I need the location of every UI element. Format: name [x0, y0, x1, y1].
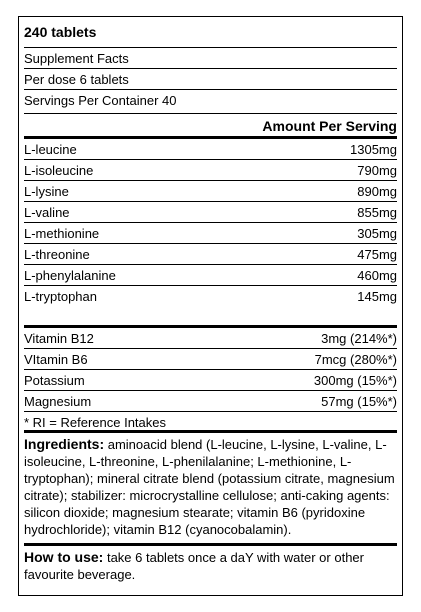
nutrient-row: [24, 181, 397, 202]
nutrient-name: VItamin B6: [24, 352, 88, 367]
product-count-title: 240 tablets: [24, 17, 397, 48]
nutrient-row: [24, 223, 397, 244]
footnote: * RI = Reference Intakes: [24, 412, 397, 433]
nutrient-amount: 855mg: [357, 205, 397, 220]
nutrient-name: L-tryptophan: [24, 289, 97, 304]
facts-heading-text: Supplement Facts: [24, 51, 129, 66]
nutrient-name: L-isoleucine: [24, 163, 94, 178]
nutrient-row: [24, 349, 397, 370]
nutrient-name: L-methionine: [24, 226, 100, 241]
nutrient-amount: 475mg: [357, 247, 397, 262]
dose-line-text: Per dose 6 tablets: [24, 72, 129, 87]
nutrient-amount: 145mg: [357, 289, 397, 304]
ingredients-label: Ingredients:: [24, 436, 105, 452]
nutrient-name: L-phenylalanine: [24, 268, 116, 283]
nutrient-row: [24, 328, 397, 349]
nutrient-amount: 305mg: [357, 226, 397, 241]
nutrient-row: [24, 202, 397, 223]
section-gap: [24, 307, 397, 328]
servings-line: [24, 90, 397, 114]
nutrient-amount: 1305mg: [350, 142, 397, 157]
ingredients-block: [24, 433, 397, 546]
dose-line: [24, 69, 397, 90]
nutrient-amount: 300mg (15%*): [313, 373, 397, 388]
nutrient-row: [24, 139, 397, 160]
nutrient-amount: 7mcg (280%*): [314, 352, 397, 367]
amount-header: Amount Per Serving: [262, 118, 397, 134]
nutrient-row: [24, 391, 397, 412]
nutrient-name: L-leucine: [24, 142, 77, 157]
facts-heading: [24, 48, 397, 69]
supplement-facts-panel: [18, 16, 403, 596]
nutrient-row: [24, 370, 397, 391]
nutrient-name: Potassium: [24, 373, 85, 388]
amount-header-row: [24, 114, 397, 139]
ingredients-text: aminoacid blend (L-leucine, L-lysine, L-valine, L-isoleucine, L-threonine, L-phenilalanine; L-methionine, L-tryptophan); mineral citrate blend (potassium citrate, magnesium citrate); stabilizer: microcrystalline cellulose; anti-caking agents: silicon dioxide; magnesium stearate; vitamin B6 (pyridoxine hydrochloride); vitamin B12 (cyanocobalamin).: [24, 437, 395, 537]
nutrient-row: [24, 160, 397, 181]
nutrient-name: L-threonine: [24, 247, 90, 262]
amino-acid-list: [24, 139, 397, 307]
nutrient-amount: 790mg: [357, 163, 397, 178]
nutrient-amount: 57mg (15%*): [321, 394, 397, 409]
nutrient-amount: 460mg: [357, 268, 397, 283]
nutrient-name: Magnesium: [24, 394, 92, 409]
nutrient-row: [24, 286, 397, 307]
micronutrient-list: [24, 328, 397, 412]
nutrient-amount: 3mg (214%*): [321, 331, 397, 346]
nutrient-name: Vitamin B12: [24, 331, 94, 346]
nutrient-name: L-valine: [24, 205, 70, 220]
how-to-use-text: take 6 tablets once a daY with water or other favourite beverage.: [24, 550, 364, 582]
nutrient-amount: 890mg: [357, 184, 397, 199]
nutrient-name: L-lysine: [24, 184, 69, 199]
nutrient-row: [24, 244, 397, 265]
servings-line-text: Servings Per Container 40: [24, 93, 177, 108]
how-to-use-label: How to use:: [24, 549, 104, 565]
how-to-use-block: [24, 546, 397, 587]
nutrient-row: [24, 265, 397, 286]
